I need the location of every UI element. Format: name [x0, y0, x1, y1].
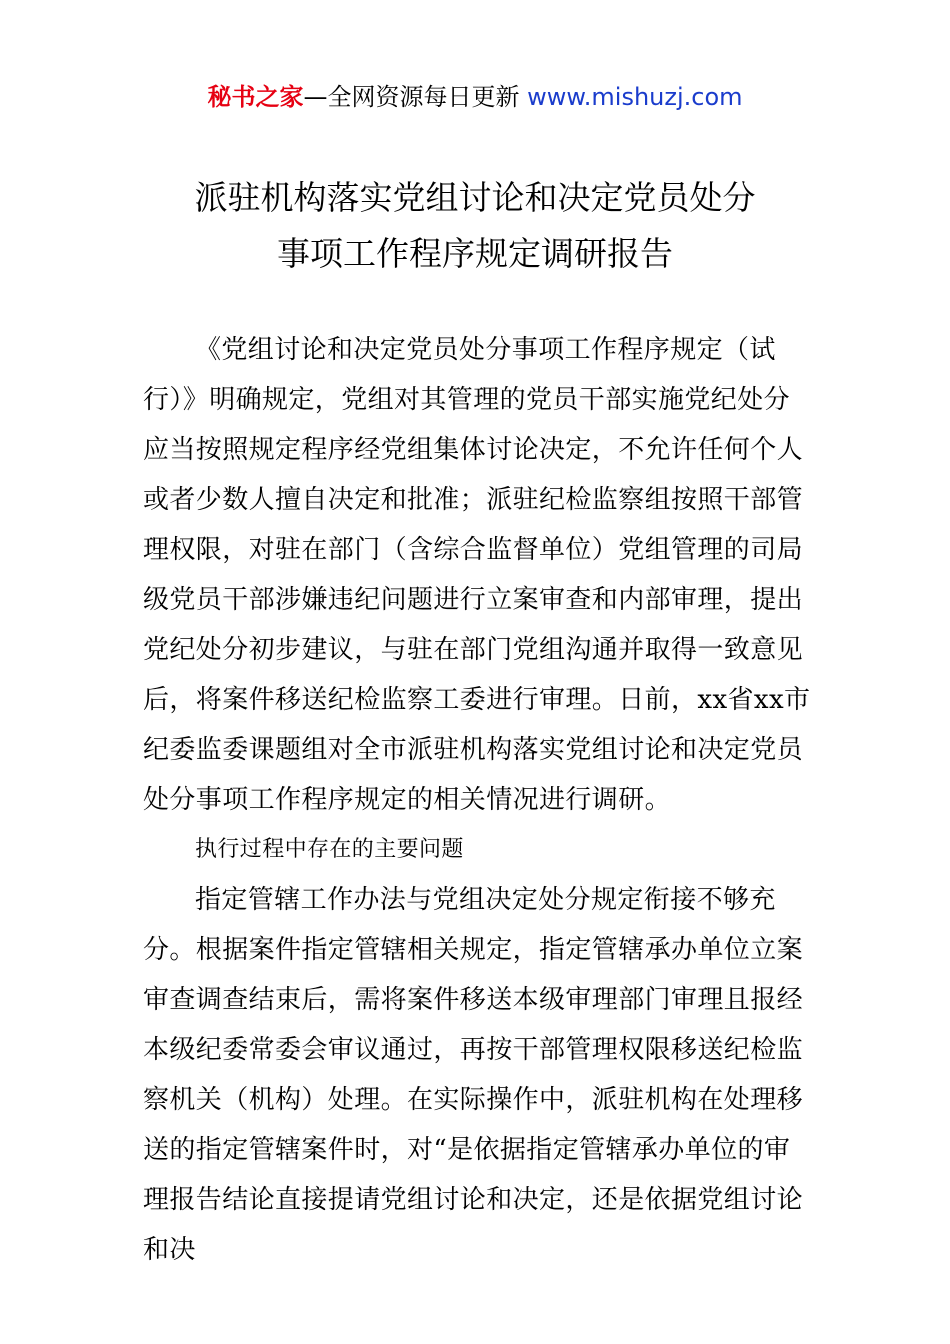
site-header [0, 80, 950, 114]
document-body [143, 325, 815, 1275]
site-brand: 秘书之家 [207, 83, 304, 111]
document-title-line1: 派驻机构落实党组讨论和决定党员处分 [194, 178, 756, 217]
document-title-line2: 事项工作程序规定调研报告 [277, 234, 673, 273]
section-heading: 执行过程中存在的主要问题 [195, 837, 464, 862]
site-url-link[interactable]: www.mishuzj.com [527, 83, 743, 111]
site-tagline: —全网资源每日更新 [303, 83, 528, 111]
paragraph-problem: 指定管辖工作办法与党组决定处分规定衔接不够充分。根据案件指定管辖相关规定，指定管辖承办单位立案审查调查结束后，需将案件移送本级审理部门审理且报经本级纪委常委会审议通过，再按干部管理权限移送纪检监察机关（机构）处理。在实际操作中，派驻机构在处理移送的指定管辖案件时，对“是依据指定管辖承办单位的审理报告结论直接提请党组讨论和决定，还是依据党组讨论和决 [143, 885, 804, 1265]
document-title [0, 170, 950, 282]
paragraph-intro: 《党组讨论和决定党员处分事项工作程序规定（试行）》明确规定，党组对其管理的党员干部实施党纪处分应当按照规定程序经党组集体讨论决定，不允许任何个人或者少数人擅自决定和批准；派驻纪检监察组按照干部管理权限，对驻在部门（含综合监督单位）党组管理的司局级党员干部涉嫌违纪问题进行立案审查和内部审理，提出党纪处分初步建议，与驻在部门党组沟通并取得一致意见后，将案件移送纪检监察工委进行审理。日前，xx省xx市纪委监委课题组对全市派驻机构落实党组讨论和决定党员处分事项工作程序规定的相关情况进行调研。 [143, 335, 811, 815]
